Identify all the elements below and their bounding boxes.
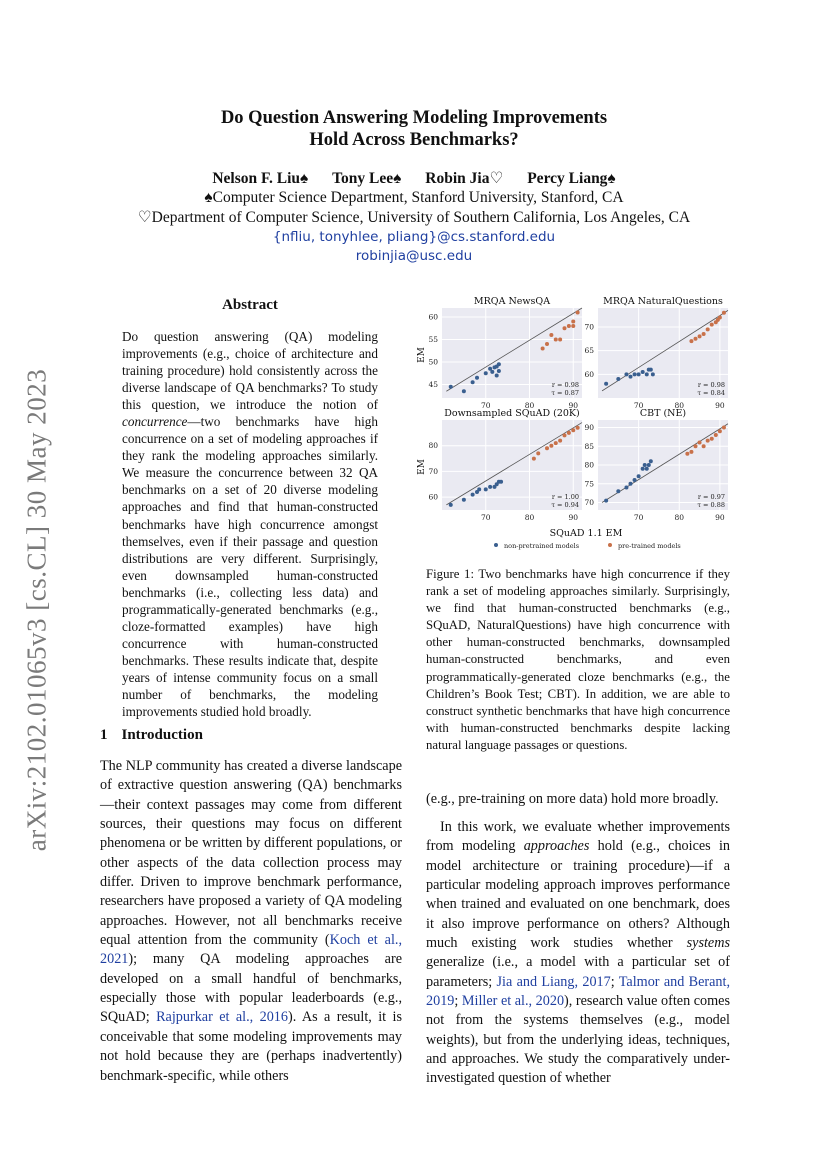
y-tick-label: 70 [584, 498, 594, 507]
point-pretrained [722, 311, 726, 315]
email-usc[interactable]: robinjia@usc.edu [355, 248, 473, 264]
pearson-r: r = 1.00 [551, 493, 579, 501]
kendall-tau: τ = 0.87 [551, 389, 579, 397]
y-tick-label: 85 [584, 441, 594, 451]
figure-caption: Figure 1: Two benchmarks have high concurrence if they rank a set of modeling approaches similarly. Surprisingly, we find that human-constructed benchmarks (e.g., SQuAD, NaturalQuestions) have high concurrence with other human-constructed benchmarks, downsampled human-constructed benchmarks, and even programmatically-generated cloze benchmarks (e.g., the Children’s Book Test; CBT). In addition, we are able to construct synthetic benchmarks that have high concurrence with human-constructed benchmarks despite lacking natural language passages or questions. [426, 567, 730, 752]
point-non-pretrained [641, 467, 645, 471]
y-tick-label: 80 [584, 460, 594, 470]
intro-text-7: ), research value often comes not from the systems themselves (e.g., model weights), but from the underlying ideas, techniques, and approaches. We study the comparatively under-investigated question of whether [426, 993, 730, 1087]
intro-paragraph-left [100, 757, 402, 1086]
point-pretrained [698, 334, 702, 338]
abstract-text [122, 328, 378, 720]
y-tick-label: 70 [584, 322, 594, 332]
point-pretrained [685, 452, 689, 456]
x-tick-label: 70 [633, 513, 644, 522]
point-non-pretrained [471, 380, 475, 384]
affiliation-stanford: ♠Computer Science Department, Stanford University, Stanford, CA [204, 189, 624, 206]
x-tick-label: 70 [480, 513, 491, 522]
y-tick-label: 60 [428, 492, 438, 502]
citation-rajpurkar[interactable]: Rajpurkar et al., 2016 [156, 1009, 288, 1026]
point-non-pretrained [643, 463, 647, 467]
point-non-pretrained [645, 372, 649, 376]
arxiv-id: arXiv:2102.01065v3 [cs.CL] 30 May 2023 [21, 368, 52, 852]
pearson-r: r = 0.97 [697, 493, 725, 501]
abstract-part-2: —two benchmarks have high concurrence on a set of modeling approaches if they rank the modeling approaches similarly. We measure the concurrence between 32 QA benchmarks on a set of 20 diverse modeling approaches and find that human-constructed benchmarks have high concurrence amongst themselves, even if their passage and question distributions are very different. Surprisingly, even downsampled human-constructed benchmarks (i.e., collecting less data) and programmatically-generated benchmarks (e.g., cloze-formatted examples) have high concurrence with human-constructed benchmarks. These results indicate that, despite years of intense community focus on a small number of benchmarks, the modeling improvements studied hold broadly. [122, 414, 378, 720]
citation-miller[interactable]: Miller et al., 2020 [461, 993, 565, 1010]
point-non-pretrained [624, 372, 628, 376]
intro-text-4: In this work, we evaluate whether improvements from modeling [426, 819, 730, 855]
y-tick-label: 45 [428, 380, 438, 389]
intro-emphasis-approaches: approaches [523, 838, 590, 855]
point-pretrained [549, 444, 553, 448]
intro-text-6: generalize (i.e., a model with a particular set of parameters; [426, 954, 730, 990]
citation-talmor[interactable]: Talmor and Berant, 2019 [426, 973, 731, 1010]
x-tick-label: 90 [715, 513, 725, 522]
point-pretrained [698, 441, 702, 445]
point-non-pretrained [604, 382, 608, 386]
point-pretrained [545, 342, 549, 346]
point-non-pretrained [637, 372, 641, 376]
point-pretrained [571, 320, 575, 324]
x-tick-label: 90 [715, 401, 725, 410]
point-non-pretrained [633, 478, 637, 482]
point-pretrained [545, 446, 549, 450]
point-non-pretrained [462, 389, 466, 393]
point-non-pretrained [497, 369, 501, 373]
point-pretrained [541, 347, 545, 351]
paper-title [100, 107, 728, 151]
concurrence-scatter-plots [408, 290, 738, 555]
point-pretrained [571, 428, 575, 432]
intro-text-1: The NLP community has created a diverse landscape of extractive question answering (QA) benchmarks—their context passages may come from different sources, their questions may focus on different phenomena or be written by different populations, or other aspects of the data collection process may differ. Driven to improve benchmark performance, researchers have proposed a variety of QA modeling approaches. However, not all benchmarks receive equal attention from the community ( [100, 758, 402, 949]
legend-marker-pretrained [608, 543, 612, 547]
section-number: 1 [100, 727, 108, 743]
intro-text-2: ); many QA modeling approaches are developed on a small handful of benchmarks, especially those with popular leaderboards (e.g., SQuAD; [100, 951, 402, 1026]
panel-title: CBT (NE) [639, 408, 687, 419]
point-pretrained [558, 439, 562, 443]
y-tick-label: 90 [584, 423, 594, 432]
author-1: Nelson F. Liu♠ [212, 170, 309, 187]
point-non-pretrained [649, 368, 653, 372]
x-tick-label: 70 [633, 401, 644, 410]
panel-title: Downsampled SQuAD (20K) [444, 408, 580, 419]
point-pretrained [718, 429, 722, 433]
point-pretrained [706, 439, 710, 443]
point-pretrained [554, 441, 558, 445]
author-3: Robin Jia♡ [425, 170, 504, 187]
point-pretrained [576, 311, 580, 315]
panel-title: MRQA NaturalQuestions [603, 296, 723, 307]
point-pretrained [576, 426, 580, 430]
point-non-pretrained [645, 467, 649, 471]
x-tick-label: 80 [674, 513, 685, 522]
y-tick-label: 50 [428, 357, 438, 367]
y-tick-label: 60 [428, 312, 438, 322]
point-pretrained [694, 444, 698, 448]
legend-label-pretrained: pre-trained models [618, 542, 681, 550]
abstract-heading: Abstract [222, 297, 278, 313]
point-pretrained [710, 437, 714, 441]
author-4: Percy Liang♠ [527, 170, 616, 187]
point-non-pretrained [616, 489, 620, 493]
point-pretrained [563, 433, 567, 437]
point-non-pretrained [471, 493, 475, 497]
author-2: Tony Lee♠ [332, 170, 402, 187]
point-pretrained [714, 433, 718, 437]
affiliation-usc: ♡Department of Computer Science, University of Southern California, Los Angeles, CA [137, 209, 691, 226]
point-non-pretrained [604, 499, 608, 503]
point-pretrained [536, 451, 540, 455]
point-non-pretrained [449, 503, 453, 507]
point-non-pretrained [490, 370, 494, 374]
point-non-pretrained [633, 372, 637, 376]
point-non-pretrained [495, 374, 499, 378]
intro-text-3: ). As a result, it is conceivable that some modeling improvements may not hold because they are (perhaps inadvertently) benchmark-specific, while others [100, 1009, 402, 1084]
point-non-pretrained [497, 362, 501, 366]
point-pretrained [718, 315, 722, 319]
x-tick-label: 90 [568, 513, 579, 522]
point-pretrained [571, 324, 575, 328]
point-non-pretrained [637, 474, 641, 478]
x-tick-label: 80 [524, 513, 535, 522]
point-pretrained [563, 326, 567, 330]
point-pretrained [689, 339, 693, 343]
point-non-pretrained [629, 482, 633, 486]
kendall-tau: τ = 0.88 [697, 501, 725, 509]
point-non-pretrained [629, 375, 633, 379]
point-pretrained [722, 426, 726, 430]
point-non-pretrained [484, 371, 488, 375]
x-tick-label: 70 [480, 401, 491, 410]
point-pretrained [689, 450, 693, 454]
point-pretrained [554, 338, 558, 342]
intro-text-5: hold (e.g., choices in model architecture or training procedure)—if a particular modeling approach improves performance when trained and evaluated on one benchmark, does it also improve performance on others? Although much existing work studies whether [426, 838, 730, 952]
point-non-pretrained [647, 463, 651, 467]
y-tick-label: 55 [428, 335, 438, 344]
section-title: Introduction [121, 727, 203, 743]
point-non-pretrained [624, 486, 628, 490]
intro-continuation: (e.g., pre-training on more data) hold more broadly. [426, 791, 719, 807]
point-pretrained [702, 444, 706, 448]
point-pretrained [702, 332, 706, 336]
abstract-part-1: Do question answering (QA) modeling improvements (e.g., choice of architecture and training procedure) hold consistently across the diverse landscape of QA benchmarks? To study this question, we introduce the notion of [122, 329, 378, 413]
legend-label-non-pretrained: non-pretrained models [504, 542, 580, 550]
panel-title: MRQA NewsQA [473, 296, 551, 307]
point-non-pretrained [616, 377, 620, 381]
point-pretrained [694, 337, 698, 341]
point-pretrained [706, 327, 710, 331]
intro-emphasis-systems: systems [686, 935, 730, 952]
abstract-emphasis: concurrence [122, 414, 188, 430]
x-axis-label: SQuAD 1.1 EM [549, 528, 623, 539]
figure-1 [408, 290, 738, 555]
email-stanford[interactable]: {nfliu, tonyhlee, pliang}@cs.stanford.edu [272, 229, 556, 245]
point-pretrained [567, 431, 571, 435]
section-heading-introduction [100, 727, 203, 744]
x-tick-label: 80 [524, 401, 535, 410]
intro-paragraph-right [426, 818, 730, 1089]
pearson-r: r = 0.98 [551, 381, 579, 389]
pearson-r: r = 0.98 [697, 381, 725, 389]
citation-separator-2: ; [454, 993, 462, 1010]
point-non-pretrained [477, 487, 481, 491]
point-non-pretrained [449, 385, 453, 389]
y-tick-label: 70 [428, 466, 438, 476]
y-tick-label: 80 [428, 441, 438, 451]
x-tick-label: 80 [674, 401, 685, 410]
point-pretrained [710, 323, 714, 327]
point-pretrained [558, 338, 562, 342]
citation-separator-1: ; [610, 973, 619, 990]
title-line-1: Do Question Answering Modeling Improvements [220, 108, 608, 128]
citation-jia[interactable]: Jia and Liang, 2017 [496, 973, 611, 990]
point-non-pretrained [651, 372, 655, 376]
point-non-pretrained [484, 487, 488, 491]
y-tick-label: 65 [584, 346, 594, 356]
point-non-pretrained [488, 485, 492, 489]
point-non-pretrained [462, 498, 466, 502]
y-tick-label: 75 [584, 479, 594, 489]
point-non-pretrained [499, 480, 503, 484]
point-non-pretrained [641, 370, 645, 374]
author-list [100, 168, 728, 188]
point-pretrained [549, 333, 553, 337]
title-line-2: Hold Across Benchmarks? [309, 130, 519, 150]
arxiv-sidebar [12, 350, 62, 870]
y-axis-label: EM [417, 347, 427, 363]
point-pretrained [567, 324, 571, 328]
citation-koch[interactable]: Koch et al., 2021 [100, 932, 402, 968]
y-axis-label: EM [417, 459, 427, 475]
legend-marker-non-pretrained [494, 543, 498, 547]
point-non-pretrained [475, 376, 479, 380]
point-pretrained [532, 457, 536, 461]
kendall-tau: τ = 0.84 [697, 389, 725, 397]
kendall-tau: τ = 0.94 [551, 501, 579, 509]
point-non-pretrained [649, 459, 653, 463]
y-tick-label: 60 [584, 369, 594, 379]
x-tick-label: 90 [568, 401, 579, 410]
